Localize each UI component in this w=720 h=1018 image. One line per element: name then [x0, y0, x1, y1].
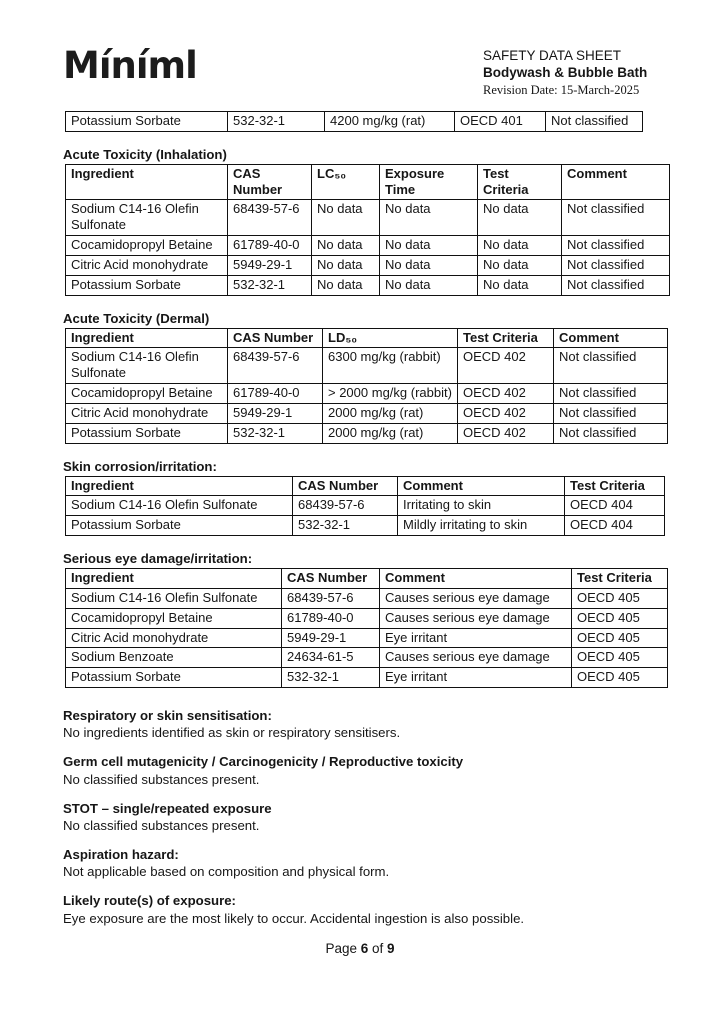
table-row — [66, 275, 670, 295]
page-header — [63, 45, 670, 103]
table-cell: Citric Acid monohydrate — [66, 256, 228, 276]
table-cell: Potassium Sorbate — [66, 112, 228, 132]
section-body: No ingredients identified as skin or respiratory sensitisers. — [63, 725, 401, 741]
column-header: Ingredient — [66, 476, 293, 496]
table-cell: Not classified — [562, 200, 670, 236]
table-row — [66, 348, 668, 384]
table-cell: Sodium C14-16 Olefin Sulfonate — [66, 496, 293, 516]
eye-damage-table — [65, 568, 668, 688]
section-heading: Germ cell mutagenicity / Carcinogenicity / Reproductive toxicity — [63, 754, 464, 770]
column-header: Comment — [562, 164, 670, 200]
column-header: Comment — [398, 476, 565, 496]
brand-logo: Míníml — [63, 44, 197, 87]
table-cell: 532-32-1 — [228, 275, 312, 295]
table-cell: No data — [312, 275, 380, 295]
section-body: No classified substances present. — [63, 771, 260, 787]
column-header: LC₅₀ — [312, 164, 380, 200]
table-cell: No data — [478, 236, 562, 256]
table-row — [66, 668, 668, 688]
narrative-sections — [63, 707, 670, 927]
table-cell: No data — [380, 275, 478, 295]
column-header: Test Criteria — [565, 476, 665, 496]
table-cell: OECD 402 — [458, 384, 554, 404]
table-row — [66, 628, 668, 648]
oral-toxicity-carryover-row — [65, 111, 643, 132]
footer-of-label: of — [372, 941, 384, 956]
column-header: Ingredient — [66, 568, 282, 588]
table-cell: Sodium C14-16 Olefin Sulfonate — [66, 588, 282, 608]
column-header: Comment — [380, 568, 572, 588]
table-cell: Causes serious eye damage — [380, 648, 572, 668]
product-name: Bodywash & Bubble Bath — [483, 64, 648, 80]
section-respiratory-sensitisation — [63, 707, 670, 741]
table-cell: Mildly irritating to skin — [398, 516, 565, 536]
table-row — [66, 404, 668, 424]
table-cell: 532-32-1 — [293, 516, 398, 536]
column-header: LD₅₀ — [323, 328, 458, 348]
table-cell: Irritating to skin — [398, 496, 565, 516]
column-header: CAS Number — [228, 328, 323, 348]
table-cell: OECD 405 — [572, 668, 668, 688]
table-cell: No data — [312, 256, 380, 276]
table-cell: Potassium Sorbate — [66, 668, 282, 688]
table-cell: OECD 405 — [572, 608, 668, 628]
column-header: Ingredient — [66, 328, 228, 348]
table-cell: 6300 mg/kg (rabbit) — [323, 348, 458, 384]
table-header-row — [66, 164, 670, 200]
footer-page-number: 6 — [360, 941, 369, 956]
table-row — [66, 384, 668, 404]
table-cell: No data — [380, 236, 478, 256]
table-cell: No data — [478, 200, 562, 236]
table-row — [66, 256, 670, 276]
table-row — [66, 608, 668, 628]
table-cell: No data — [380, 200, 478, 236]
section-mutagenicity — [63, 753, 670, 787]
table-cell: OECD 402 — [458, 423, 554, 443]
table-cell: OECD 402 — [458, 404, 554, 424]
column-header: Comment — [554, 328, 668, 348]
table-cell: Cocamidopropyl Betaine — [66, 384, 228, 404]
table-cell: Not classified — [554, 384, 668, 404]
section-body: Eye exposure are the most likely to occur. Accidental ingestion is also possible. — [63, 910, 525, 926]
table-cell: OECD 405 — [572, 588, 668, 608]
section-body: Not applicable based on composition and physical form. — [63, 864, 390, 880]
section-heading-acute-toxicity-inhalation: Acute Toxicity (Inhalation) — [63, 146, 227, 162]
table-cell: Not classified — [562, 256, 670, 276]
column-header: CAS Number — [228, 164, 312, 200]
column-header: Test Criteria — [572, 568, 668, 588]
section-aspiration-hazard — [63, 846, 670, 880]
section-stot — [63, 800, 670, 834]
table-row — [66, 588, 668, 608]
table-cell: 5949-29-1 — [282, 628, 380, 648]
table-cell: Sodium Benzoate — [66, 648, 282, 668]
table-row — [66, 236, 670, 256]
table-cell: Causes serious eye damage — [380, 608, 572, 628]
section-heading: Aspiration hazard: — [63, 847, 179, 863]
table-row — [66, 423, 668, 443]
table-cell: Potassium Sorbate — [66, 275, 228, 295]
column-header: Test Criteria — [458, 328, 554, 348]
table-cell: 68439-57-6 — [282, 588, 380, 608]
table-header-row — [66, 328, 668, 348]
table-cell: No data — [312, 200, 380, 236]
section-heading-eye-damage: Serious eye damage/irritation: — [63, 551, 253, 567]
table-cell: 61789-40-0 — [228, 236, 312, 256]
acute-toxicity-inhalation-table — [65, 164, 670, 296]
table-cell: Not classified — [554, 423, 668, 443]
table-cell: Not classified — [562, 236, 670, 256]
table-cell: Cocamidopropyl Betaine — [66, 608, 282, 628]
column-header: CAS Number — [293, 476, 398, 496]
document-type-title: SAFETY DATA SHEET — [483, 48, 622, 63]
column-header: CAS Number — [282, 568, 380, 588]
section-likely-routes — [63, 892, 670, 926]
column-header: Ingredient — [66, 164, 228, 200]
section-heading: Likely route(s) of exposure: — [63, 893, 236, 909]
table-cell: 61789-40-0 — [282, 608, 380, 628]
table-cell: 68439-57-6 — [293, 496, 398, 516]
table-cell: 532-32-1 — [282, 668, 380, 688]
table-header-row — [66, 568, 668, 588]
table-cell: 68439-57-6 — [228, 200, 312, 236]
table-cell: No data — [478, 256, 562, 276]
table-cell: Not classified — [554, 348, 668, 384]
section-heading-acute-toxicity-dermal: Acute Toxicity (Dermal) — [63, 310, 210, 326]
table-cell: 5949-29-1 — [228, 256, 312, 276]
column-header: Test Criteria — [478, 164, 562, 200]
table-cell: Not classified — [546, 112, 643, 132]
table-cell: OECD 401 — [455, 112, 546, 132]
table-header-row — [66, 476, 665, 496]
header-title-block — [483, 45, 670, 98]
section-heading-skin-corrosion: Skin corrosion/irritation: — [63, 458, 217, 474]
table-cell: No data — [312, 236, 380, 256]
table-cell: 61789-40-0 — [228, 384, 323, 404]
table-cell: 532-32-1 — [228, 423, 323, 443]
footer-total-pages: 9 — [387, 941, 395, 956]
revision-date: Revision Date: 15-March-2025 — [483, 82, 640, 97]
section-heading: STOT – single/repeated exposure — [63, 800, 272, 816]
table-cell: 24634-61-5 — [282, 648, 380, 668]
table-cell: OECD 402 — [458, 348, 554, 384]
table-cell: 532-32-1 — [228, 112, 325, 132]
table-row — [66, 112, 643, 132]
table-cell: Sodium C14-16 Olefin Sulfonate — [66, 200, 228, 236]
table-cell: No data — [478, 275, 562, 295]
table-cell: 5949-29-1 — [228, 404, 323, 424]
table-row — [66, 648, 668, 668]
table-cell: OECD 405 — [572, 628, 668, 648]
table-cell: Cocamidopropyl Betaine — [66, 236, 228, 256]
table-cell: No data — [380, 256, 478, 276]
table-cell: Potassium Sorbate — [66, 516, 293, 536]
table-cell: OECD 405 — [572, 648, 668, 668]
table-cell: Citric Acid monohydrate — [66, 628, 282, 648]
table-cell: Not classified — [554, 404, 668, 424]
page-footer — [0, 941, 720, 956]
skin-corrosion-table — [65, 476, 665, 537]
table-cell: 68439-57-6 — [228, 348, 323, 384]
table-cell: > 2000 mg/kg (rabbit) — [323, 384, 458, 404]
table-cell: Sodium C14-16 Olefin Sulfonate — [66, 348, 228, 384]
footer-page-label: Page — [325, 941, 357, 956]
table-cell: 4200 mg/kg (rat) — [325, 112, 455, 132]
table-cell: 2000 mg/kg (rat) — [323, 404, 458, 424]
section-body: No classified substances present. — [63, 817, 260, 833]
table-row — [66, 496, 665, 516]
table-row — [66, 200, 670, 236]
section-heading: Respiratory or skin sensitisation: — [63, 708, 272, 724]
acute-toxicity-dermal-table — [65, 328, 668, 444]
table-cell: Potassium Sorbate — [66, 423, 228, 443]
table-cell: Citric Acid monohydrate — [66, 404, 228, 424]
table-cell: Eye irritant — [380, 628, 572, 648]
table-cell: Causes serious eye damage — [380, 588, 572, 608]
table-cell: Not classified — [562, 275, 670, 295]
table-row — [66, 516, 665, 536]
table-cell: OECD 404 — [565, 496, 665, 516]
table-cell: Eye irritant — [380, 668, 572, 688]
column-header: Exposure Time — [380, 164, 478, 200]
table-cell: OECD 404 — [565, 516, 665, 536]
table-cell: 2000 mg/kg (rat) — [323, 423, 458, 443]
